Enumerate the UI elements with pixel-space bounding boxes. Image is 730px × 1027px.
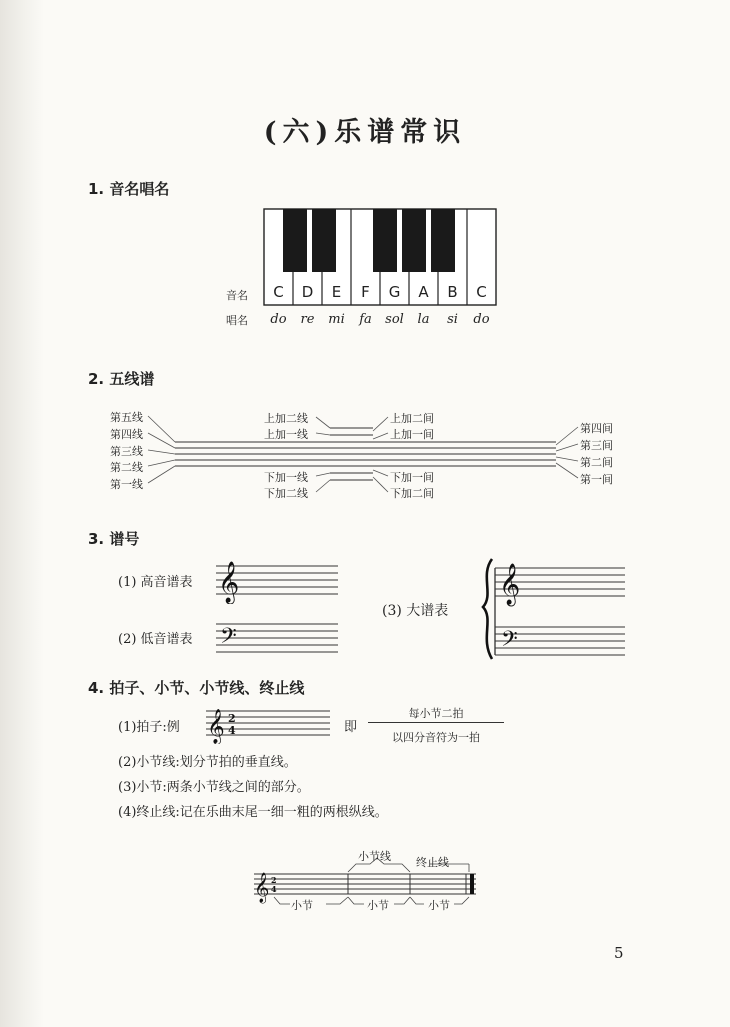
note-name-label: E bbox=[331, 283, 342, 301]
final-barline-definition: (4)终止线:记在乐曲末尾一细一粗的两根纵线。 bbox=[118, 805, 388, 820]
staff-space-label: 第二间 bbox=[580, 456, 613, 469]
ledger-line-label: 下加二线 bbox=[264, 487, 308, 500]
equals-word: 即 bbox=[344, 720, 358, 735]
bass-staff-label: (2) 低音谱表 bbox=[118, 632, 193, 647]
ledger-space-label: 下加二间 bbox=[390, 487, 434, 500]
solfege-label: do bbox=[473, 312, 490, 327]
ledger-space-label: 下加一间 bbox=[390, 471, 434, 484]
fraction-bar bbox=[368, 722, 504, 723]
staff-line-label: 第二线 bbox=[110, 461, 143, 474]
svg-text:𝄢: 𝄢 bbox=[501, 627, 518, 657]
note-name-label: B bbox=[447, 283, 458, 301]
solfege-row-label: 唱名 bbox=[226, 314, 248, 327]
solfege-label: mi bbox=[328, 312, 345, 327]
solfege-label: re bbox=[300, 312, 315, 327]
section-2-heading: 2. 五线谱 bbox=[88, 370, 155, 388]
staff-line-label: 第五线 bbox=[110, 411, 143, 424]
note-name-label: C bbox=[273, 283, 284, 301]
ledger-line-label: 上加二线 bbox=[264, 412, 308, 425]
note-name-row-label: 音名 bbox=[226, 289, 248, 302]
staff-space-label: 第一间 bbox=[580, 473, 613, 486]
section-4-heading: 4. 拍子、小节、小节线、终止线 bbox=[88, 679, 305, 697]
svg-text:𝄞: 𝄞 bbox=[499, 564, 521, 605]
section-3-heading: 3. 谱号 bbox=[88, 530, 140, 548]
staff-line-label: 第一线 bbox=[110, 478, 143, 491]
book-spine-shadow bbox=[0, 0, 44, 1027]
svg-text:𝄞: 𝄞 bbox=[207, 709, 225, 744]
barline-callout: 小节线 bbox=[358, 850, 391, 863]
svg-text:𝄞: 𝄞 bbox=[218, 562, 240, 603]
measure-definition: (3)小节:两条小节线之间的部分。 bbox=[118, 780, 310, 795]
page-title: (六)乐谱常识 bbox=[263, 117, 467, 148]
fraction-denominator: 以四分音符为一拍 bbox=[392, 731, 480, 744]
svg-text:4: 4 bbox=[271, 884, 277, 894]
solfege-label: sol bbox=[385, 312, 404, 327]
staff-line-label: 第四线 bbox=[110, 428, 143, 441]
section-1-heading: 1. 音名唱名 bbox=[88, 180, 170, 198]
ledger-space-label: 上加一间 bbox=[390, 428, 434, 441]
fraction-numerator: 每小节二拍 bbox=[408, 707, 464, 720]
note-name-label: D bbox=[301, 283, 314, 301]
svg-text:𝄞: 𝄞 bbox=[254, 873, 270, 903]
solfege-label: do bbox=[270, 312, 287, 327]
final-barline-callout: 终止线 bbox=[416, 856, 449, 869]
staff-line-label: 第三线 bbox=[110, 445, 143, 458]
note-name-label: F bbox=[361, 283, 370, 301]
barline-definition: (2)小节线:划分节拍的垂直线。 bbox=[118, 755, 297, 770]
page-number: 5 bbox=[614, 944, 624, 962]
note-name-label: C bbox=[476, 283, 487, 301]
measure-callout: 小节 bbox=[428, 899, 450, 912]
note-name-label: A bbox=[418, 283, 429, 301]
staff-space-label: 第三间 bbox=[580, 439, 613, 452]
solfege-label: fa bbox=[359, 312, 372, 327]
time-sig-bottom: 4 bbox=[228, 724, 236, 737]
ledger-space-label: 上加二间 bbox=[390, 412, 434, 425]
treble-staff-label: (1) 高音谱表 bbox=[118, 575, 193, 590]
svg-text:𝄢: 𝄢 bbox=[220, 624, 237, 654]
solfege-label: la bbox=[417, 312, 430, 327]
staff-space-label: 第四间 bbox=[580, 422, 613, 435]
solfege-label: si bbox=[447, 312, 458, 327]
time-signature-label: (1)拍子:例 bbox=[118, 720, 180, 735]
note-name-label: G bbox=[388, 283, 401, 301]
ledger-line-label: 上加一线 bbox=[264, 428, 308, 441]
time-sig-top: 2 bbox=[228, 712, 236, 725]
measure-callout: 小节 bbox=[367, 899, 389, 912]
measure-callout: 小节 bbox=[291, 899, 313, 912]
svg-text:2: 2 bbox=[271, 875, 277, 885]
ledger-line-label: 下加一线 bbox=[264, 471, 308, 484]
grand-staff-label: (3) 大谱表 bbox=[382, 603, 449, 619]
